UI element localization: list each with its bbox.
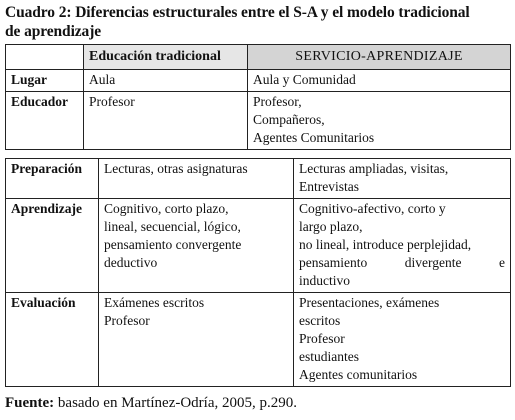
cell-service-learning [248, 92, 511, 150]
cell-traditional [84, 92, 248, 150]
cell-line: Aula [89, 72, 116, 87]
source-text: basado en Martínez-Odría, 2005, p.290. [54, 395, 298, 411]
cell-line: Entrevistas [299, 179, 359, 194]
table-row [6, 92, 511, 150]
cell-line: Cognitivo, corto plazo, [104, 201, 229, 216]
cell-line: Compañeros, [253, 112, 325, 127]
cell-traditional [99, 199, 294, 293]
source-label: Fuente: [5, 395, 55, 411]
table-row [6, 293, 511, 387]
comparison-table-bottom [5, 158, 511, 387]
row-label-educador: Educador [6, 92, 84, 150]
cell-line: Lecturas, otras asignaturas [104, 161, 248, 176]
cell-traditional [84, 70, 248, 92]
cell-line: inductivo [299, 273, 350, 288]
cell-line: Profesor, [253, 94, 302, 109]
table-caption [5, 3, 510, 41]
row-label-aprendizaje: Aprendizaje [6, 199, 99, 293]
cell-line: escritos [299, 313, 341, 328]
cell-service-learning [294, 199, 511, 293]
cell-line-justified: pensamiento divergente e [299, 255, 505, 270]
source-note [5, 394, 297, 412]
row-label-lugar: Lugar [6, 70, 84, 92]
cell-line: Cognitivo-afectivo, corto y [299, 201, 446, 216]
caption-line-1: Cuadro 2: Diferencias estructurales entre el S-A y el modelo tradicional [5, 4, 470, 21]
cell-line: Lecturas ampliadas, visitas, [299, 161, 449, 176]
table-row [6, 70, 511, 92]
cell-line: Profesor [299, 331, 345, 346]
cell-line: largo plazo, [299, 219, 363, 234]
row-label-evaluacion: Evaluación [6, 293, 99, 387]
cell-line: Profesor [89, 94, 135, 109]
row-label-preparacion: Preparación [6, 159, 99, 199]
header-empty-cell [6, 45, 84, 70]
cell-line: pensamiento convergente [104, 237, 242, 252]
header-row [6, 45, 511, 70]
cell-line: Agentes Comunitarios [253, 130, 375, 145]
cell-line: estudiantes [299, 349, 359, 364]
cell-line: Profesor [104, 313, 150, 328]
caption-line-2: de aprendizaje [5, 23, 102, 40]
cell-service-learning [294, 159, 511, 199]
cell-traditional [99, 293, 294, 387]
cell-line: Aula y Comunidad [253, 72, 356, 87]
cell-service-learning [248, 70, 511, 92]
cell-traditional [99, 159, 294, 199]
comparison-table-top [5, 44, 511, 150]
cell-line: Exámenes escritos [104, 295, 205, 310]
cell-service-learning [294, 293, 511, 387]
table-row [6, 159, 511, 199]
cell-line: Presentaciones, exámenes [299, 295, 440, 310]
header-traditional: Educación tradicional [84, 45, 248, 70]
table-row [6, 199, 511, 293]
header-service-learning: SERVICIO-APRENDIZAJE [248, 45, 511, 70]
cell-line: lineal, secuencial, lógico, [104, 219, 241, 234]
cell-line: no lineal, introduce perplejidad, [299, 237, 472, 252]
cell-line: Agentes comunitarios [299, 367, 418, 382]
cell-line: deductivo [104, 255, 158, 270]
